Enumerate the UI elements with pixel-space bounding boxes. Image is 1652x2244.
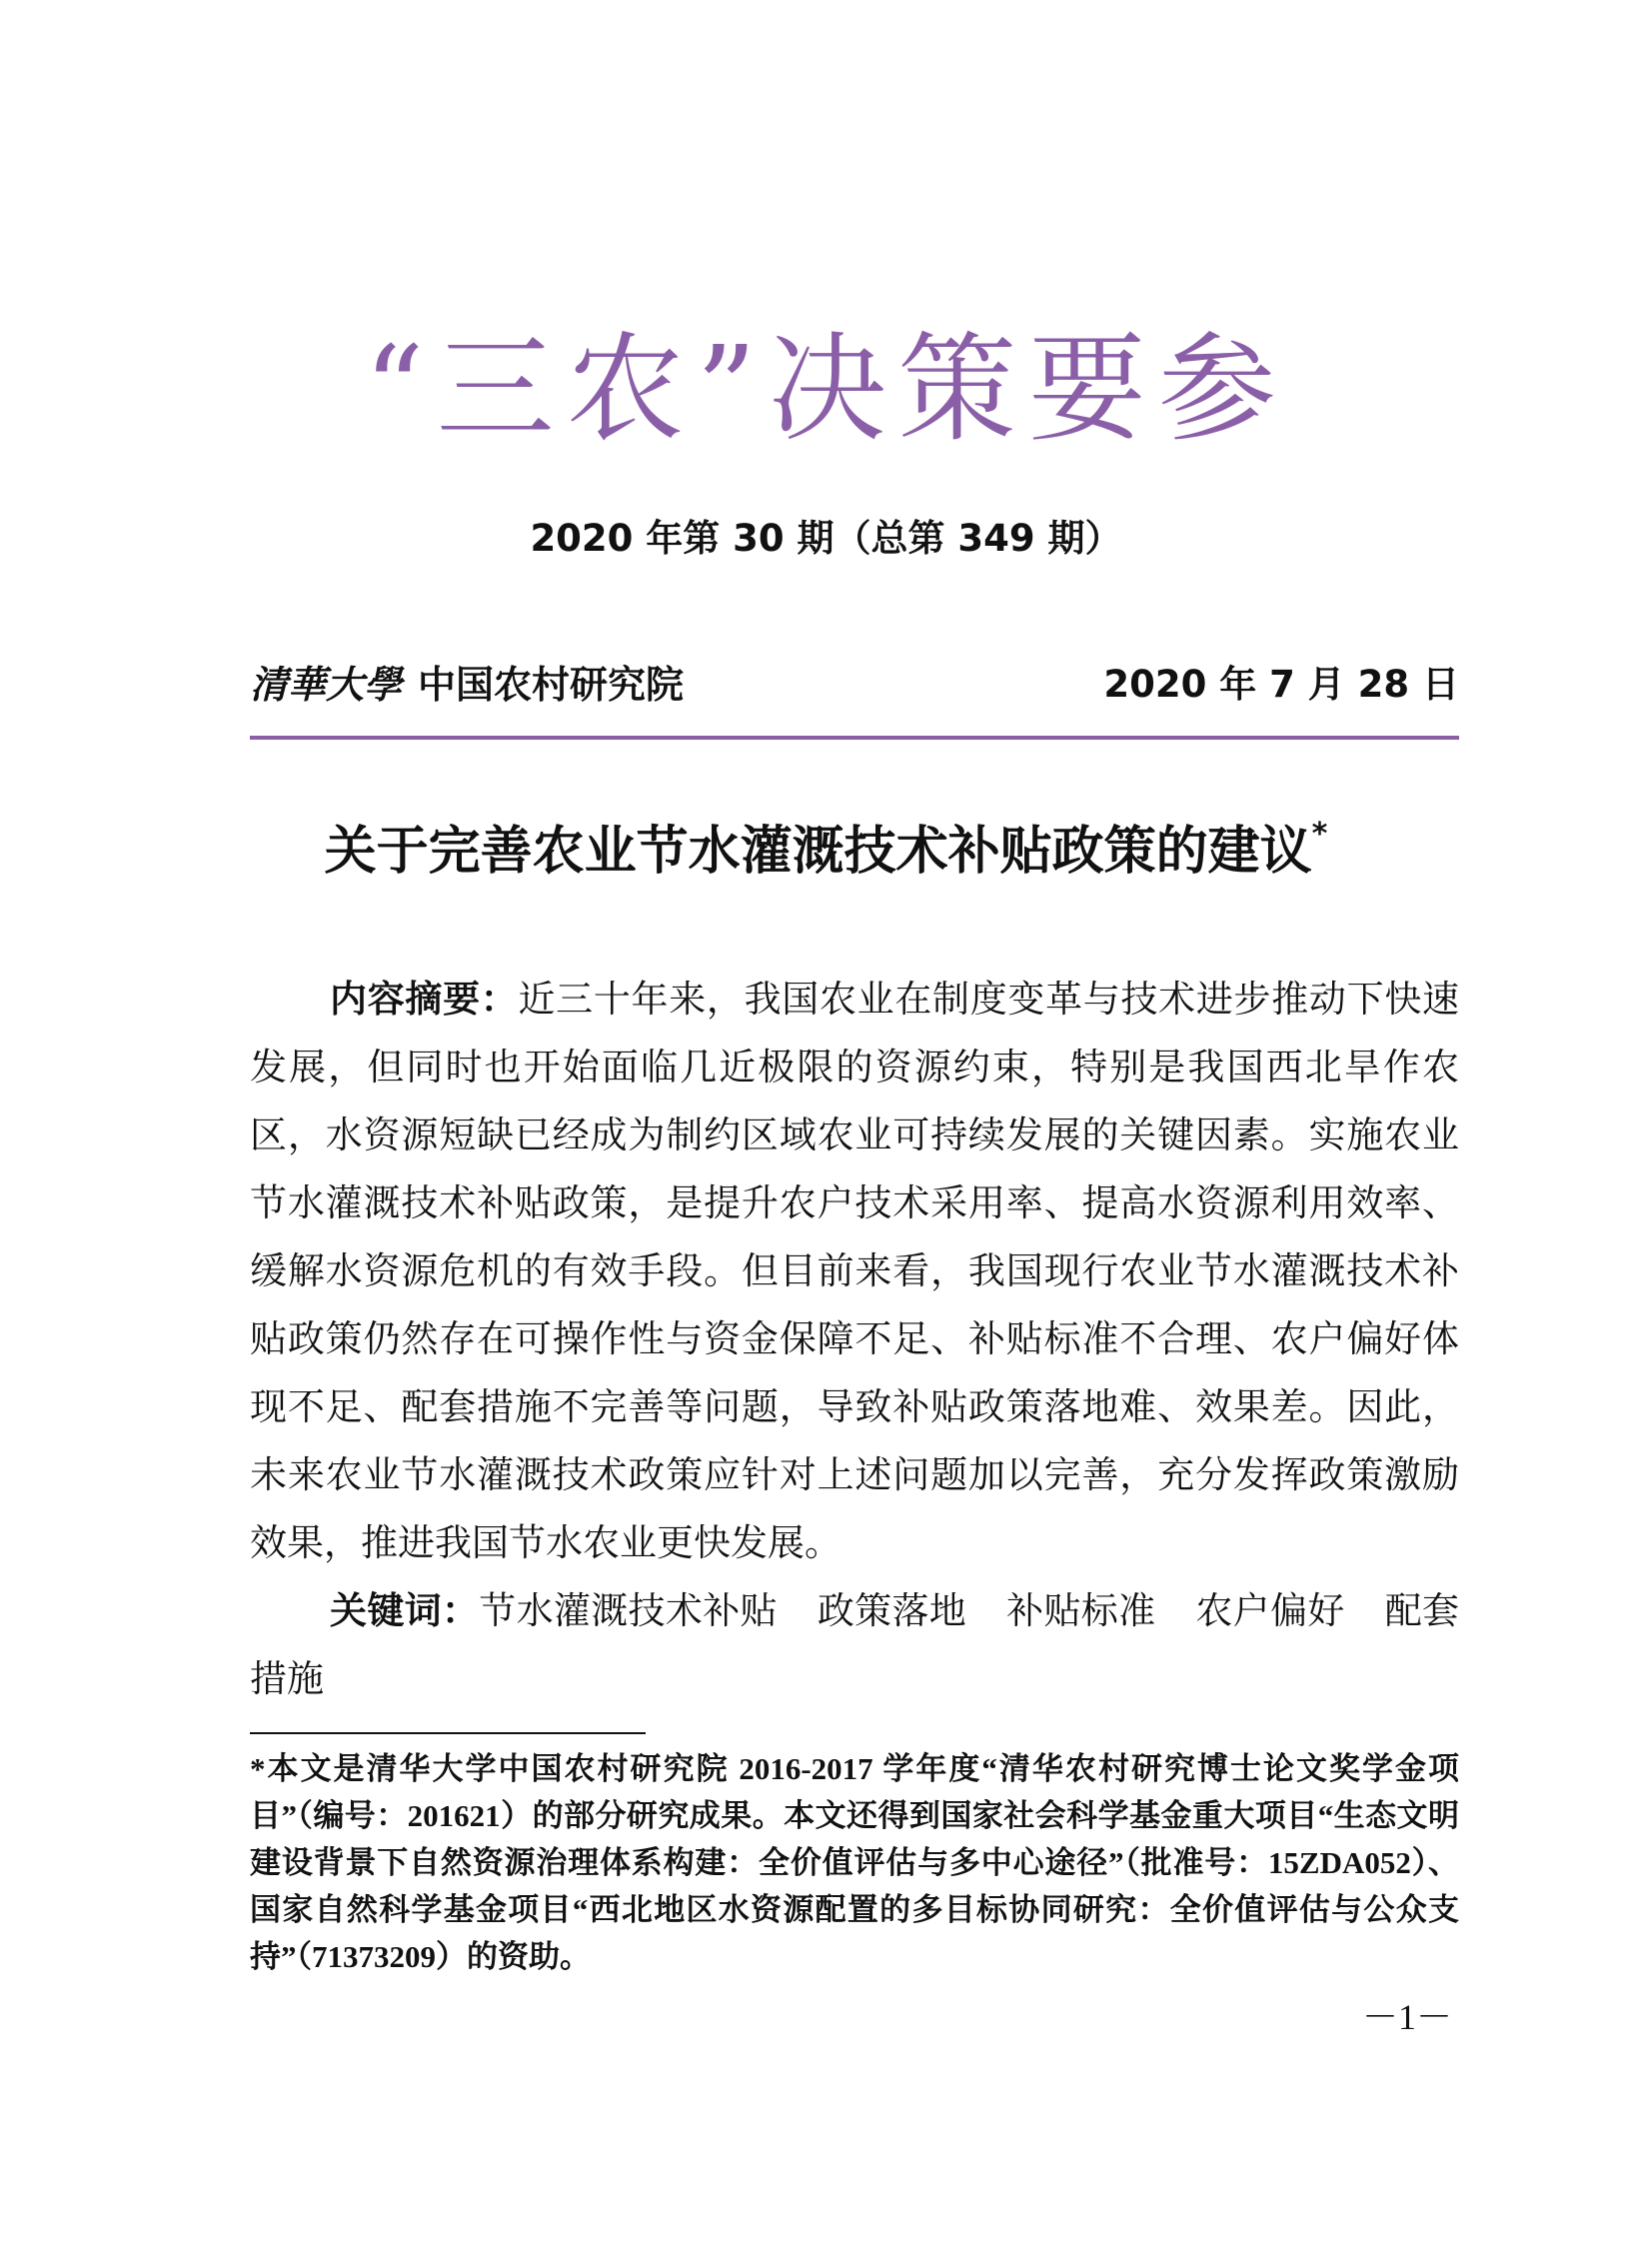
title-footnote-mark: *: [1311, 817, 1328, 852]
institution-row: [250, 662, 1459, 708]
keywords-label: 关键词：: [330, 1589, 480, 1632]
keyword: 补贴标准: [1006, 1589, 1156, 1632]
footnote-divider: [250, 1732, 646, 1734]
article-title-text: 关于完善农业节水灌溉技术补贴政策的建议: [324, 822, 1312, 882]
article-title: [0, 817, 1652, 882]
institution-name: 中国农村研究院: [418, 663, 685, 707]
keyword: 节水灌溉技术补贴: [479, 1589, 778, 1632]
issue-number: 2020 年第 30 期（总第 349 期）: [530, 517, 1122, 560]
page-number: －1－: [1361, 1997, 1452, 2037]
abstract-text: 近三十年来，我国农业在制度变革与技术进步推动下快速发展，但同时也开始面临几近极限的资源约束，特别是我国西北旱作农区，水资源短缺已经成为制约区域农业可持续发展的关键因素。实施农业节水灌溉技术补贴政策，是提升农户技术采用率、提高水资源利用效率、缓解水资源危机的有效手段。但目前来看，我国现行农业节水灌溉技术补贴政策仍然存在可操作性与资金保障不足、补贴标准不合理、农户偏好体现不足、配套措施不完善等问题，导致补贴政策落地难、效果差。因此，未来农业节水灌溉技术政策应针对上述问题加以完善，充分发挥政策激励效果，推进我国节水农业更快发展。: [250, 978, 1460, 1564]
masthead-title: “三农”决策要参: [364, 320, 1288, 458]
keyword: 政策落地: [817, 1589, 967, 1632]
keyword: 农户偏好: [1195, 1589, 1345, 1632]
university-logo-text: 清華大學: [250, 662, 403, 707]
institution: [250, 662, 684, 708]
abstract-paragraph: [250, 966, 1459, 1577]
footnote: *本文是清华大学中国农村研究院 2016-2017 学年度“清华农村研究博士论文奖学金项目”（编号：201621）的部分研究成果。本文还得到国家社会科学基金重大项目“生态文明建设背景下自然资源治理体系构建：全价值评估与多中心途径”（批准号：15ZDA052）、国家自然科学基金项目“西北地区水资源配置的多目标协同研究：全价值评估与公众支持”（71373209）的资助。: [250, 1751, 1459, 1974]
keyword: 配套措施: [250, 1589, 1460, 1700]
abstract-label: 内容摘要：: [330, 978, 519, 1021]
publication-date: 2020 年 7 月 28 日: [1103, 663, 1459, 706]
keywords-paragraph: [250, 1577, 1459, 1713]
header-divider: [250, 736, 1459, 740]
